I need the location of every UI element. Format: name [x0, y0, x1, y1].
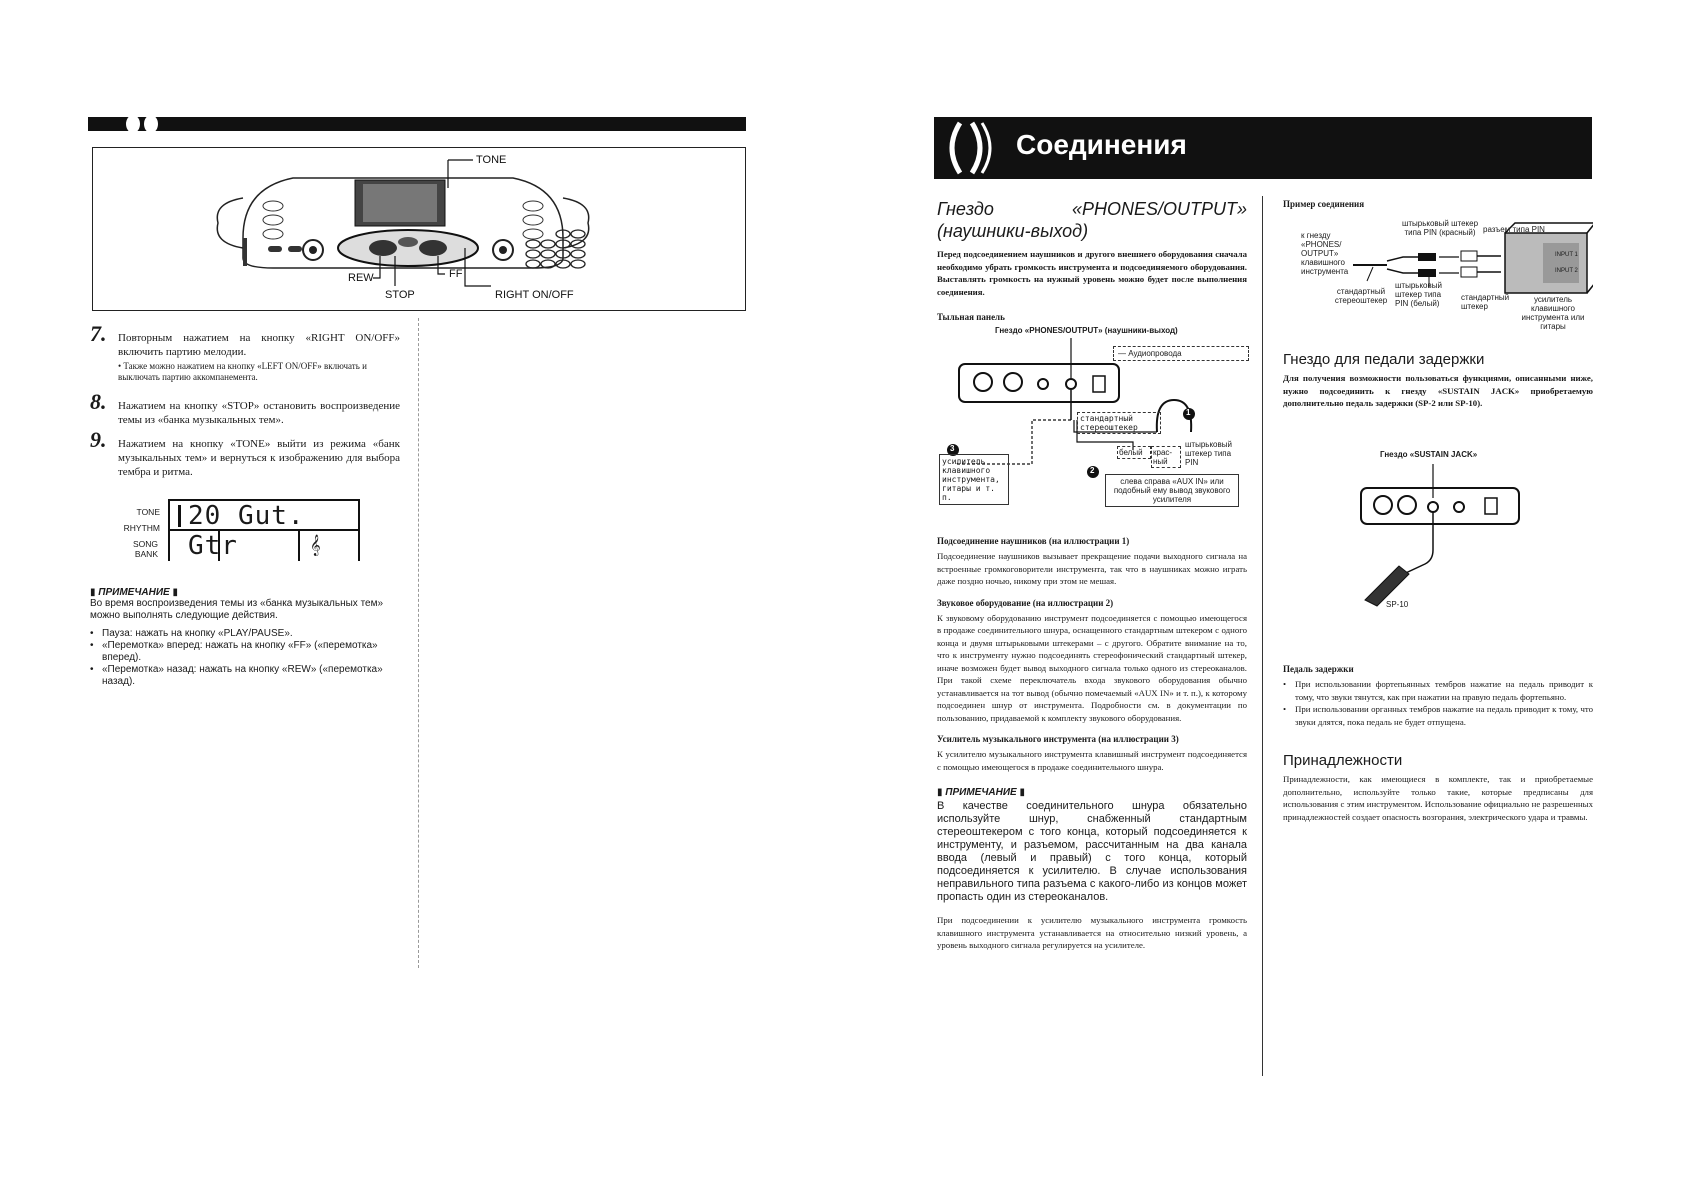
step-7	[90, 321, 400, 383]
final-text: При подсоединении к усилителю музыкального инструмента громкость клавишного инструмента устанавливается на относительно низкий уровень, а уровень выходного сигнала регулируется на усилителе.	[937, 915, 1247, 950]
sustain-pedal-illustration	[1355, 460, 1555, 610]
column-divider	[418, 318, 419, 968]
pin-red-label: штырьковый штекер типа PIN (красный)	[1401, 219, 1479, 237]
note-heading: ▮ ПРИМЕЧАНИЕ ▮	[937, 787, 1026, 798]
page-title: Соединения	[1016, 129, 1187, 160]
sub3-heading: Усилитель музыкального инструмента (на иллюстрации 3)	[937, 734, 1179, 744]
left-note	[90, 587, 400, 688]
rear-panel-label: Тыльная панель	[937, 312, 1005, 322]
step-number: 7.	[90, 321, 107, 346]
note-heading-text: ПРИМЕЧАНИЕ	[945, 787, 1017, 798]
left-header-bar	[88, 117, 746, 131]
sustain-text: Для получения возможности пользоваться функциями, описанными ниже, нужно подсоединить к гнезду «SUSTAIN JACK» приобретаемую дополнительно педаль задержки (SP-2 или SP-10).	[1283, 373, 1593, 408]
sub3-text: К усилителю музыкального инструмента клавишный инструмент подсоединяется с помощью имеющегося в продаже соединительного шнура.	[937, 749, 1247, 772]
callout-1: 1	[1186, 408, 1191, 417]
note-heading-text: ПРИМЕЧАНИЕ	[98, 587, 170, 598]
sub1-text: Подсоединение наушников вызывает прекращение подачи выходного сигнала на встроенные громкоговорители инструмента, так что в наушниках можно играть даже поздно ночью, никому при этом не мешая.	[937, 551, 1247, 586]
pedal-label: SP-10	[1386, 600, 1409, 609]
step-text: Повторным нажатием на кнопку «RIGHT ON/OFF» включить партию мелодии.	[118, 332, 400, 358]
audio-cable-legend: — Аудиопровода	[1113, 346, 1249, 361]
connection-example-diagram	[1283, 215, 1593, 335]
accessories-text: Принадлежности, как имеющиеся в комплекте, так и приобретаемые дополнительно, используйте только такие, которые предписаны для использования с этим инструментом. Использование официально не разрешенных принадлежностей создает опасность возгорания, электрического удара и травмы.	[1283, 774, 1593, 822]
lcd-label-rhythm: RHYTHM	[123, 523, 160, 533]
callout-3: 3	[950, 444, 955, 453]
rear-panel-diagram	[937, 322, 1247, 510]
note-list	[90, 628, 400, 688]
heading-part: Гнездо	[937, 199, 994, 219]
input2-label: INPUT 2	[1555, 268, 1578, 274]
aux-box-label: слева справа «AUX IN» или подобный ему вывод звукового усилителя	[1105, 474, 1239, 507]
lcd-display-illustration	[118, 499, 368, 561]
phones-output-section	[937, 198, 1247, 322]
heading-part: «PHONES/OUTPUT»	[1071, 199, 1247, 219]
to-jack-label: к гнезду «PHONES/ OUTPUT» клавишного инструмента	[1301, 231, 1349, 276]
sustain-jack-diagram	[1355, 460, 1555, 610]
step-subnote: • Также можно нажатием на кнопку «LEFT ON/OFF» включать и выключать партию аккомпанемента.	[118, 361, 367, 382]
note-text: В качестве соединительного шнура обязательно используйте шнур, снабженный стандартным стереоштекером с того конца, который подсоединяется к инструменту, и разъемом, рассчитанным на два канала ввода (левый и правый) с того конца, который подсоединяется к усилителю. В случае использования неправильного типа разъема с какого-либо из концов может пропасть один из стереоканалов.	[937, 800, 1247, 903]
step-text: Нажатием на кнопку «STOP» остановить воспроизведение темы из «банка музыкальных тем».	[118, 400, 400, 426]
list-item: • «Перемотка» вперед: нажать на кнопку «FF» («перемотка» вперед).	[90, 640, 400, 664]
lcd-label-tone: TONE	[136, 507, 160, 517]
section-title-bar	[934, 117, 1592, 179]
input1-label: INPUT 1	[1555, 252, 1578, 258]
keyboard-panel-illustration	[93, 148, 745, 310]
audio-cable-label: Аудиопровода	[1128, 349, 1182, 358]
example-heading: Пример соединения	[1283, 199, 1365, 209]
keyboard-panel-diagram	[92, 147, 746, 311]
pin-white-label: штырьковый штекер типа PIN (белый)	[1395, 281, 1442, 308]
pedal-list	[1283, 678, 1593, 728]
pedal-heading: Педаль задержки	[1283, 664, 1354, 674]
callout-2: 2	[1090, 466, 1095, 475]
pin-plug-label: штырьковый штекер типа PIN	[1185, 440, 1232, 467]
sustain-section	[1283, 351, 1593, 410]
pedal-section	[1283, 664, 1593, 728]
step-text: Нажатием на кнопку «TONE» выйти из режима «банк музыкальных тем» и вернуться к изображению для выбора тембра и ритма.	[118, 438, 400, 478]
std-plug-label: стандартный штекер	[1461, 293, 1510, 311]
list-item: • «Перемотка» назад: нажать на кнопку «REW» («перемотка» назад).	[90, 664, 400, 688]
treble-clef-icon: 𝄞	[310, 535, 321, 556]
sub2-text: К звуковому оборудованию инструмент подсоединяется с помощью имеющегося в продаже соединительного шнура, оснащенного стандартным штекером с одного конца и двумя штырьковыми штекерами – с другого. Обратите внимание на то, что к инструменту нужно подсоединять стереофонический стандартный штекер, иначе возможен будет вывод выходного сигнала только одного из стереоканалов. При такой схеме переключатель входа звукового оборудования обычно устанавливается на тот вывод (обычно помечаемый «AUX IN» и т. п.), к которому подсоединен шнур от инструмента. Подробности см. в документации по пользованию, придаваемой к комплекту звукового оборудования.	[937, 612, 1247, 723]
accessories-heading: Принадлежности	[1283, 752, 1403, 769]
intro-paragraph: Перед подсоединением наушников и другого внешнего оборудования сначала необходимо убрать громкость инструмента и подсоединяемого оборудования. Выставлять громкость на нужный уровень можно будет после выполнения соединения.	[937, 249, 1247, 297]
bracket-ornament-icon	[942, 121, 994, 175]
std-stereo-label: стандартный стереоштекер	[1334, 287, 1388, 305]
list-item: • При использовании органных тембров нажатие на педаль приводит к тому, что звуки длятся, пока педаль не будет отпущена.	[1283, 703, 1593, 728]
rew-label: REW	[348, 272, 374, 284]
amp-box-label: усилитель клавишного инструмента, гитары и т. п.	[939, 454, 1009, 505]
section-heading	[937, 198, 1247, 220]
tone-label: TONE	[476, 154, 507, 166]
step-number: 8.	[90, 389, 107, 414]
section-subheading: (наушники-выход)	[937, 221, 1089, 241]
step-8	[90, 389, 400, 427]
amp-label: усилитель клавишного инструмента или гитары	[1521, 295, 1585, 331]
lcd-tone-name: 20 Gut. Gtr	[188, 501, 305, 561]
list-item: • При использовании фортепьянных тембров нажатие на педаль приводит к тому, что звуки тянутся, как при нажатии на правую педаль фортепьяно.	[1283, 678, 1593, 703]
ff-label: FF	[449, 268, 463, 280]
right-on-off-label: RIGHT ON/OFF	[495, 289, 574, 301]
sub1-heading: Подсоединение наушников (на иллюстрации 1)	[937, 536, 1130, 546]
note-intro: Во время воспроизведения темы из «банка музыкальных тем» можно выполнять следующие действия.	[90, 598, 384, 621]
jack-label: Гнездо «PHONES/OUTPUT» (наушники-выход)	[995, 326, 1178, 335]
bar-notch	[144, 115, 158, 133]
std-plug-label: стандартный стереоштекер	[1077, 412, 1161, 434]
sub2-heading: Звуковое оборудование (на иллюстрации 2)	[937, 597, 1114, 608]
phones-subsections	[937, 536, 1247, 952]
sustain-heading: Гнездо для педали задержки	[1283, 351, 1485, 368]
red-label: крас-ный	[1151, 446, 1181, 468]
accessories-section	[1283, 752, 1593, 823]
stop-label: STOP	[385, 289, 415, 301]
step-9	[90, 427, 400, 479]
column-divider	[1262, 196, 1263, 1076]
note-heading: ▮ ПРИМЕЧАНИЕ ▮	[90, 587, 179, 598]
lcd-label-song-bank: SONG BANK	[132, 539, 158, 559]
white-label: белый	[1117, 446, 1151, 459]
sustain-jack-label: Гнездо «SUSTAIN JACK»	[1380, 450, 1478, 459]
pin-socket-label: разъем типа PIN	[1483, 225, 1545, 234]
bar-notch	[126, 115, 140, 133]
step-number: 9.	[90, 427, 107, 452]
list-item: • Пауза: нажать на кнопку «PLAY/PAUSE».	[90, 628, 400, 640]
